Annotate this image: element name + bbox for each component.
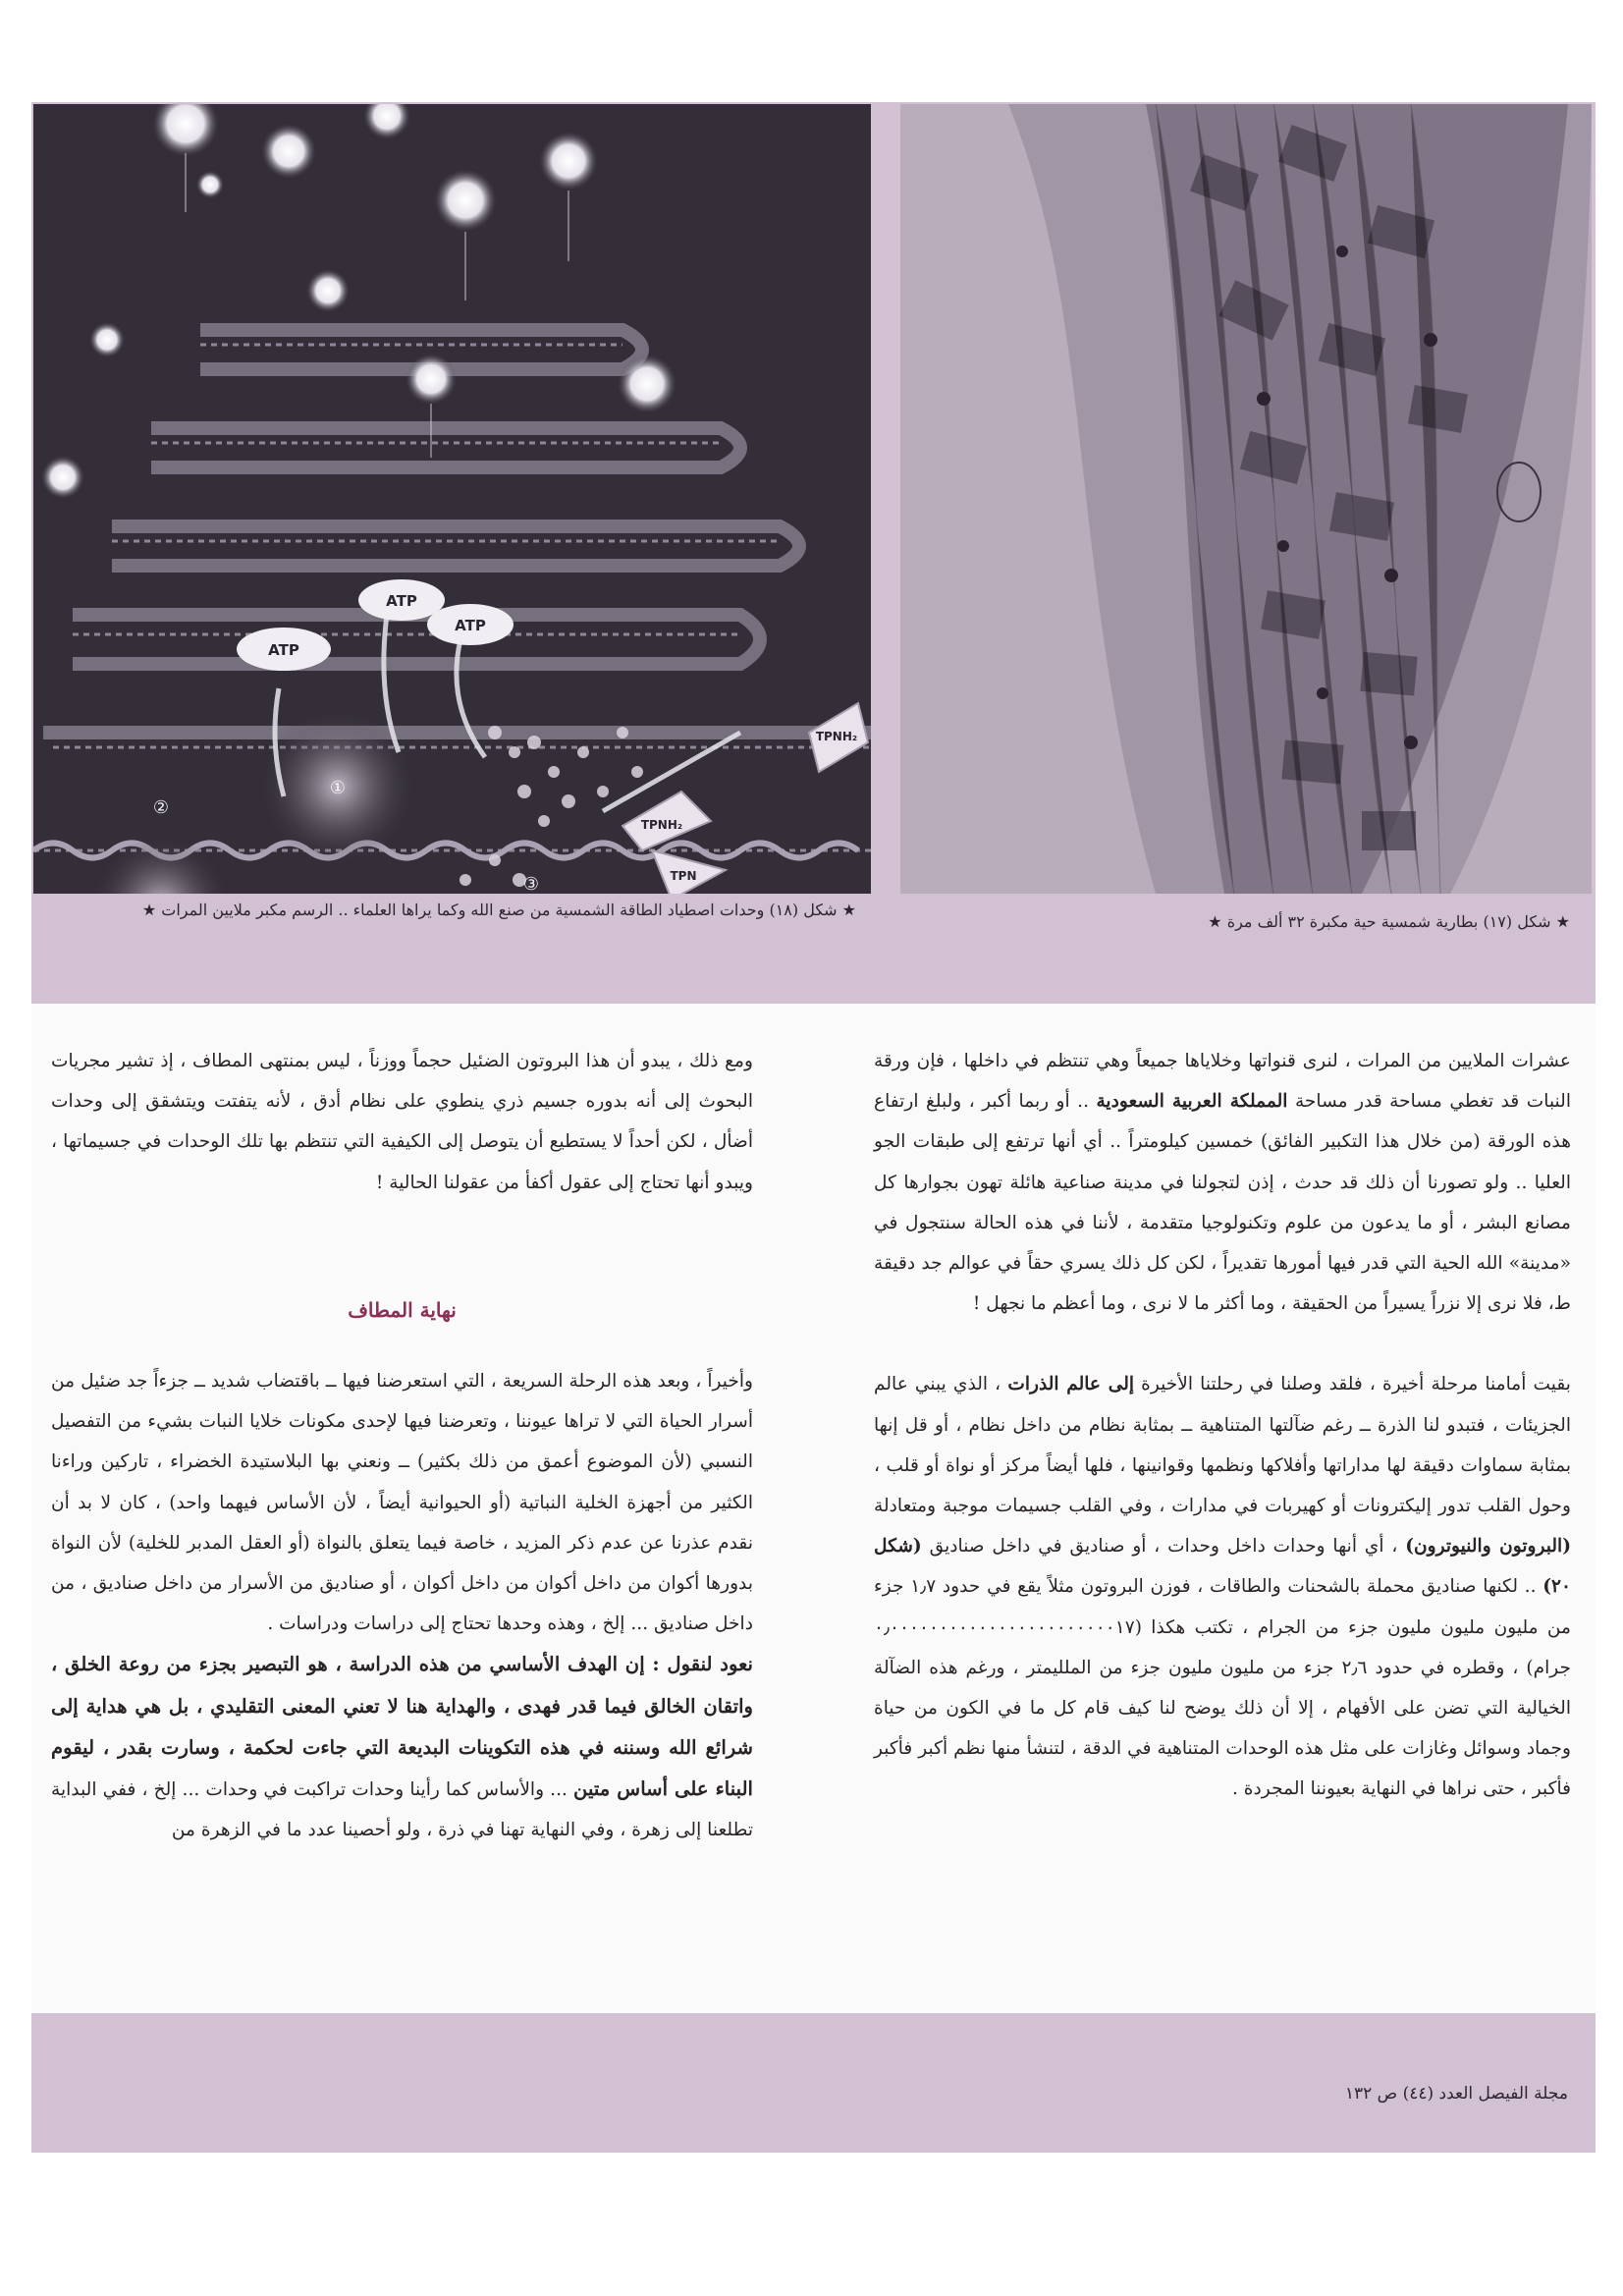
text-run: .. لكنها صناديق محملة بالشحنات والطاقات ، فوزن البروتون مثلاً يقع في حدود ١٫٧ جزء من مليون مليون مليون جزء من الجرام ، تكتب هكذا (٠٫٠٠٠٠٠٠٠٠٠٠٠٠٠٠٠٠٠٠٠٠٠٠٠١٧ جرام) ، وقطره في حدود ٢٫٦ جزء من مليون مليون جزء من الملليمتر ، ورغم هذه الضآلة الخيالية التي تضن على الأفهام ، إلا أن ذلك يوضح لنا كيف قام كل ما في الكون من حياة وجماد وسوائل وغازات على مثل هذه الوحدات المتناهية في الدقة ، لتنشأ منها نظم أكبر فأكبر فأكبر ، حتى نراها في النهاية بعيوننا المجردة . [874, 1576, 1571, 1800]
text-run: .. أو ربما أكبر ، ولبلغ ارتفاع هذه الورقة (من خلال هذا التكبير الفائق) خمسين كيلومتراً .. أي أنها ترتفع إلى طبقات الجو العليا .. ولو تصورنا أن ذلك قد حدث ، إذن لتجولنا في مدينة صناعية هائلة تهون بجوارها كل مصانع البشر ، أو ما يدعون من علوم وتكنولوجيا متقدمة ، لأننا في هذه الحالة سنتجول في «مدينة» الله الحية التي قدر فيها أمورها تقديراً ، لكن كل ذلك يسري حقاً في عوالم جد دقيقة ط، فلا نرى إلا نزراً يسيراً من الحقيقة ، وما أكثر ما لا نرى ، وما أعظم ما نجهل ! [874, 1091, 1571, 1315]
paragraph: ومع ذلك ، يبدو أن هذا البروتون الضئيل حجماً ووزناً ، ليس بمنتهى المطاف ، إذ تشير مجريات البحوث إلى أنه بدوره جسيم ذري ينطوي على نظام أدق ، لأنه يتفتت ويتشقق إلى وحدات أضأل ، لكن أحداً لا يستطيع أن يتوصل إلى الكيفية التي تنتظم بها تلك الوحدات في جسيماتها ، ويبدو أنها تحتاج إلى عقول أكفأ من عقولنا الحالية ! [51, 1051, 753, 1193]
figure-18-caption: ★ شكل (١٨) وحدات اصطياد الطاقة الشمسية من صنع الله وكما يراها العلماء .. الرسم مكبر ملايين المرات ★ [141, 901, 856, 919]
text-run: ... والأساس كما رأينا وحدات تراكبت في وحدات ... إلخ ، ففي البداية تطلعنا إلى زهرة ، وفي النهاية تهنا في ذرة ، ولو أحصينا عدد ما في الزهرة من [51, 1779, 753, 1841]
atp-label-3: ATP [455, 617, 486, 634]
left-text-column-continued [51, 1361, 753, 1850]
section-title: نهاية المطاف [348, 1298, 457, 1322]
highlight-text: نعود لنقول : إن الهدف الأساسي من هذه الدراسة ، هو التبصير بجزء من روعة الخلق ، واتقان الخالق فيما قدر فهدى ، والهداية هنا لا تعني المعنى التقليدي ، بل هي هداية إلى شرائع الله وسننه في هذه التكوينات البديعة التي جاءت لحكمة ، وسارت بقدر ، ليقوم البناء على أساس متين [51, 1653, 753, 1801]
highlight-text: (شكل ٢٠) [874, 1536, 1571, 1598]
center-label-2: ② [152, 797, 170, 818]
center-label-3: ③ [522, 874, 540, 894]
figure-17-micrograph [900, 104, 1592, 894]
text-run: عشرات الملايين من المرات ، لنرى قنواتها وخلاياها جميعاً وهي تنتظم في داخلها ، فإن ورقة النبات قد تغطي مساحة قدر مساحة [874, 1051, 1572, 1113]
figure-18-illustration [33, 104, 871, 894]
page-footer: مجلة الفيصل العدد (٤٤) ص ١٣٢ [1344, 2084, 1568, 2104]
left-text-column [51, 1041, 753, 1203]
text-run: ، الذي يبني عالم الجزيئات ، فتبدو لنا الذرة ــ رغم ضآلتها المتناهية ــ بمثابة نظام من داخل نظام ، أو قل إنها بمثابة سماوات دقيقة لها مداراتها وأفلاكها ونظمها وقوانينها ، فلها أيضاً مركز أو نواة أو قلب ، وحول القلب تدور إليكترونات أو كهيربات في مدارات ، وفي القلب جسيمات موجبة ومتعادلة [874, 1374, 1571, 1517]
paragraph [874, 1041, 1571, 1324]
tpnh2-label-2: TPNH₂ [815, 730, 858, 743]
tpnh2-label-1: TPNH₂ [640, 818, 683, 832]
text-run: ، أي أنها وحدات داخل وحدات ، أو صناديق في داخل صناديق [929, 1536, 1398, 1558]
bottom-color-band [31, 2013, 1596, 2153]
paragraph [51, 1644, 753, 1850]
paragraph: وأخيراً ، وبعد هذه الرحلة السريعة ، التي استعرضنا فيها ــ باقتضاب شديد ــ جزءاً جد ضئيل من أسرار الحياة التي لا تراها عيوننا ، وتعرضنا فيها لإحدى مكونات خلايا النبات بشيء من التفصيل النسبي (لأن الموضوع أعمق من ذلك بكثير) ــ ونعني بها البلاستيدة الخضراء ، تاركين وراءنا الكثير من أجهزة الخلية النباتية (أو الحيوانية أيضاً ، لأن الأساس فيهما واحد) ، كان لا بد أن نقدم عذرنا عن عدم ذكر المزيد ، خاصة فيما يتعلق بالنواة (أو العقل المدبر للخلية) لأن النواة بدورها أكوان من داخل أكوان من داخل أكوان ، أو صناديق من الأسرار من داخل صناديق ، من داخل صناديق ... إلخ ، وهذه وحدها تحتاج إلى دراسات ودراسات . [51, 1371, 753, 1635]
right-text-column [874, 1041, 1571, 1810]
figure-17-caption: ★ شكل (١٧) بطارية شمسية حية مكبرة ٣٢ ألف مرة ★ [1208, 912, 1570, 931]
paragraph [874, 1364, 1571, 1809]
highlight-text: المملكة العربية السعودية [1096, 1091, 1288, 1113]
highlight-text: (البروتون والنيوترون) [1405, 1536, 1571, 1558]
atp-label-2: ATP [386, 592, 417, 610]
highlight-text: إلى عالم الذرات [1007, 1374, 1135, 1395]
center-label-1: ① [329, 778, 347, 798]
tpn-label: TPN [670, 869, 697, 883]
text-run: بقيت أمامنا مرحلة أخيرة ، فلقد وصلنا في رحلتنا الأخيرة [1141, 1374, 1571, 1395]
magazine-page [31, 102, 1596, 2153]
atp-label-1: ATP [268, 641, 299, 659]
